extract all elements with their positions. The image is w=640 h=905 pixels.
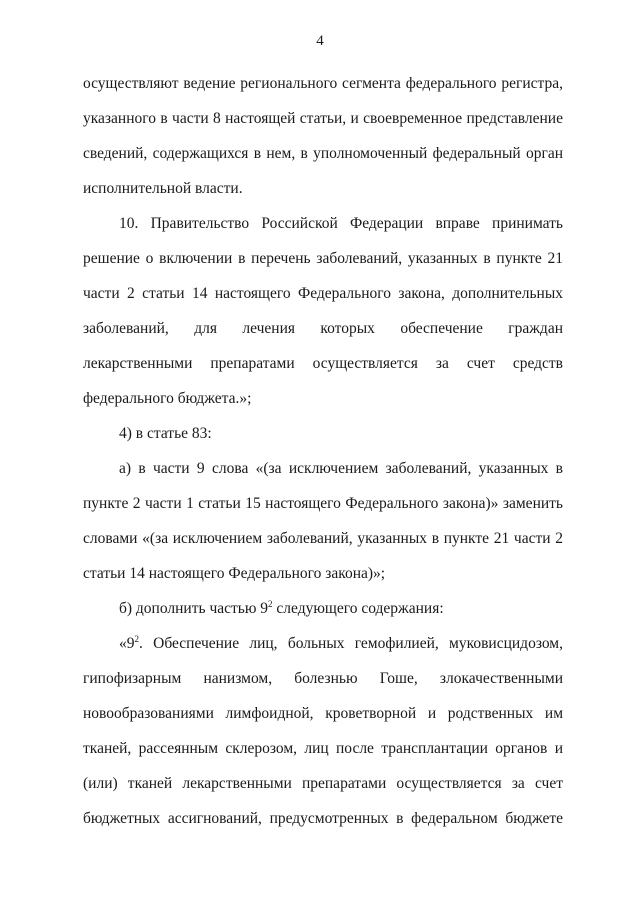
paragraph-registry-continuation: осуществляют ведение регионального сегмента федерального регистра, указанного в части 8 настоящей статьи, и своевременное представление сведений, содержащихся в нем, в уполномоченный федеральный орган исполнительной власти.	[83, 75, 563, 197]
paragraph-item-10: 10. Правительство Российской Федерации вправе принимать решение о включении в перечень заболеваний, указанных в пункте 21 части 2 статьи 14 настоящего Федерального закона, дополнительных заболеваний, для лечения которых обеспечение граждан лекарственными препаратами осуществляется за счет средств федерального бюджета.»;	[83, 215, 563, 407]
paragraph-subitem-b-text: б) дополнить частью 9	[119, 600, 269, 617]
paragraph-part-9-2	[83, 626, 563, 836]
superscript: 2	[134, 634, 139, 644]
paragraph-subitem-a: а) в части 9 слова «(за исключением заболеваний, указанных в пункте 2 части 1 статьи 15 настоящего Федерального закона)» заменить словами «(за исключением заболеваний, указанных в пункте 21 части 2 статьи 14 настоящего Федерального закона)»;	[83, 460, 563, 582]
page-number: 4	[316, 33, 324, 49]
paragraph-part-9-2-number: «9	[119, 635, 135, 652]
superscript: 2	[268, 599, 273, 609]
paragraph-item-4: 4) в статье 83:	[119, 425, 212, 442]
paragraph-subitem-b	[83, 591, 563, 626]
paragraph-part-9-2-text: . Обеспечение лиц, больных гемофилией, муковисцидозом, гипофизарным нанизмом, болезнью Гоше, злокачественными новообразованиями лимфоидной, кроветворной и родственных им тканей, рассеянным склерозом, лиц после трансплантации органов и (или) тканей лекарственными препаратами осуществляется за счет бюджетных ассигнований, предусмотренных в федеральном бюджете	[83, 635, 563, 827]
paragraph-subitem-b-tail: следующего содержания:	[272, 600, 444, 617]
document-body	[83, 66, 563, 836]
